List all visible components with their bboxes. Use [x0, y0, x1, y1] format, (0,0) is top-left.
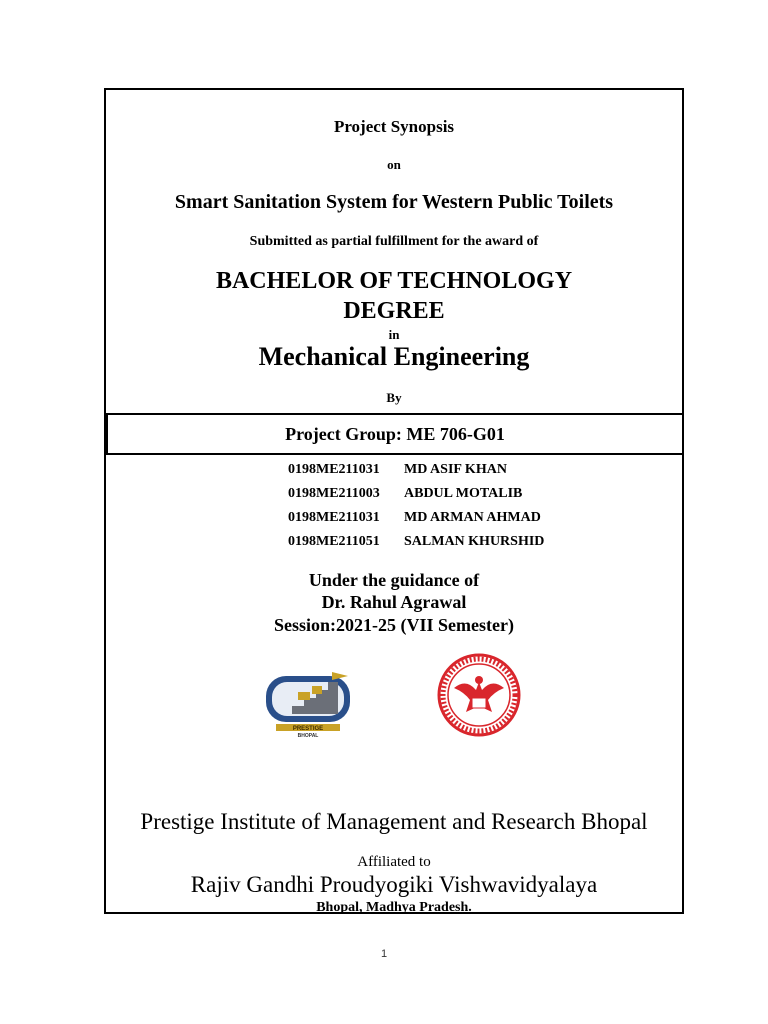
- list-item: [288, 462, 588, 486]
- guide-name: Dr. Rahul Agrawal: [321, 592, 467, 612]
- svg-text:PRESTIGE: PRESTIGE: [292, 726, 324, 732]
- by-text: By: [386, 390, 402, 405]
- member-name: ABDUL MOTALIB: [404, 486, 523, 501]
- on-text: on: [387, 157, 401, 172]
- prestige-logo: [262, 668, 354, 738]
- member-id: 0198ME211051: [288, 534, 380, 549]
- member-id: 0198ME211031: [288, 462, 380, 477]
- list-item: [288, 486, 588, 510]
- page-number: 1: [380, 948, 388, 960]
- rgpv-seal: [436, 652, 522, 738]
- session-text: Session:2021-25 (VII Semester): [274, 615, 514, 635]
- member-name: MD ARMAN AHMAD: [404, 510, 541, 525]
- member-id: 0198ME211003: [288, 486, 380, 501]
- list-item: [288, 510, 588, 534]
- degree-line-2: DEGREE: [343, 298, 445, 324]
- prestige-logo-icon: [262, 668, 354, 738]
- university-name: Rajiv Gandhi Proudyogiki Vishwavidyalaya: [190, 872, 598, 897]
- university-location: Bhopal, Madhya Pradesh.: [316, 900, 472, 915]
- branch-name: Mechanical Engineering: [258, 342, 530, 371]
- in-text: in: [388, 327, 400, 342]
- project-title: Smart Sanitation System for Western Public Toilets: [174, 191, 614, 213]
- list-item: [288, 534, 588, 558]
- member-name: MD ASIF KHAN: [404, 462, 507, 477]
- member-list: [288, 462, 588, 558]
- university-seal-icon: [436, 652, 522, 738]
- guidance-text: Under the guidance of: [308, 570, 480, 590]
- member-name: SALMAN KHURSHID: [404, 534, 545, 549]
- degree-line-1: BACHELOR OF TECHNOLOGY: [215, 268, 573, 294]
- affiliated-text: Affiliated to: [357, 854, 431, 870]
- submitted-text: Submitted as partial fulfillment for the award of: [249, 234, 539, 249]
- member-id: 0198ME211031: [288, 510, 380, 525]
- synopsis-heading: Project Synopsis: [333, 117, 455, 136]
- project-group-label: Project Group: ME 706-G01: [285, 424, 505, 444]
- project-group-box: [104, 413, 682, 455]
- institute-name: Prestige Institute of Management and Research Bhopal: [140, 809, 648, 834]
- title-page-frame: [104, 88, 684, 914]
- svg-text:BHOPAL: BHOPAL: [297, 733, 319, 738]
